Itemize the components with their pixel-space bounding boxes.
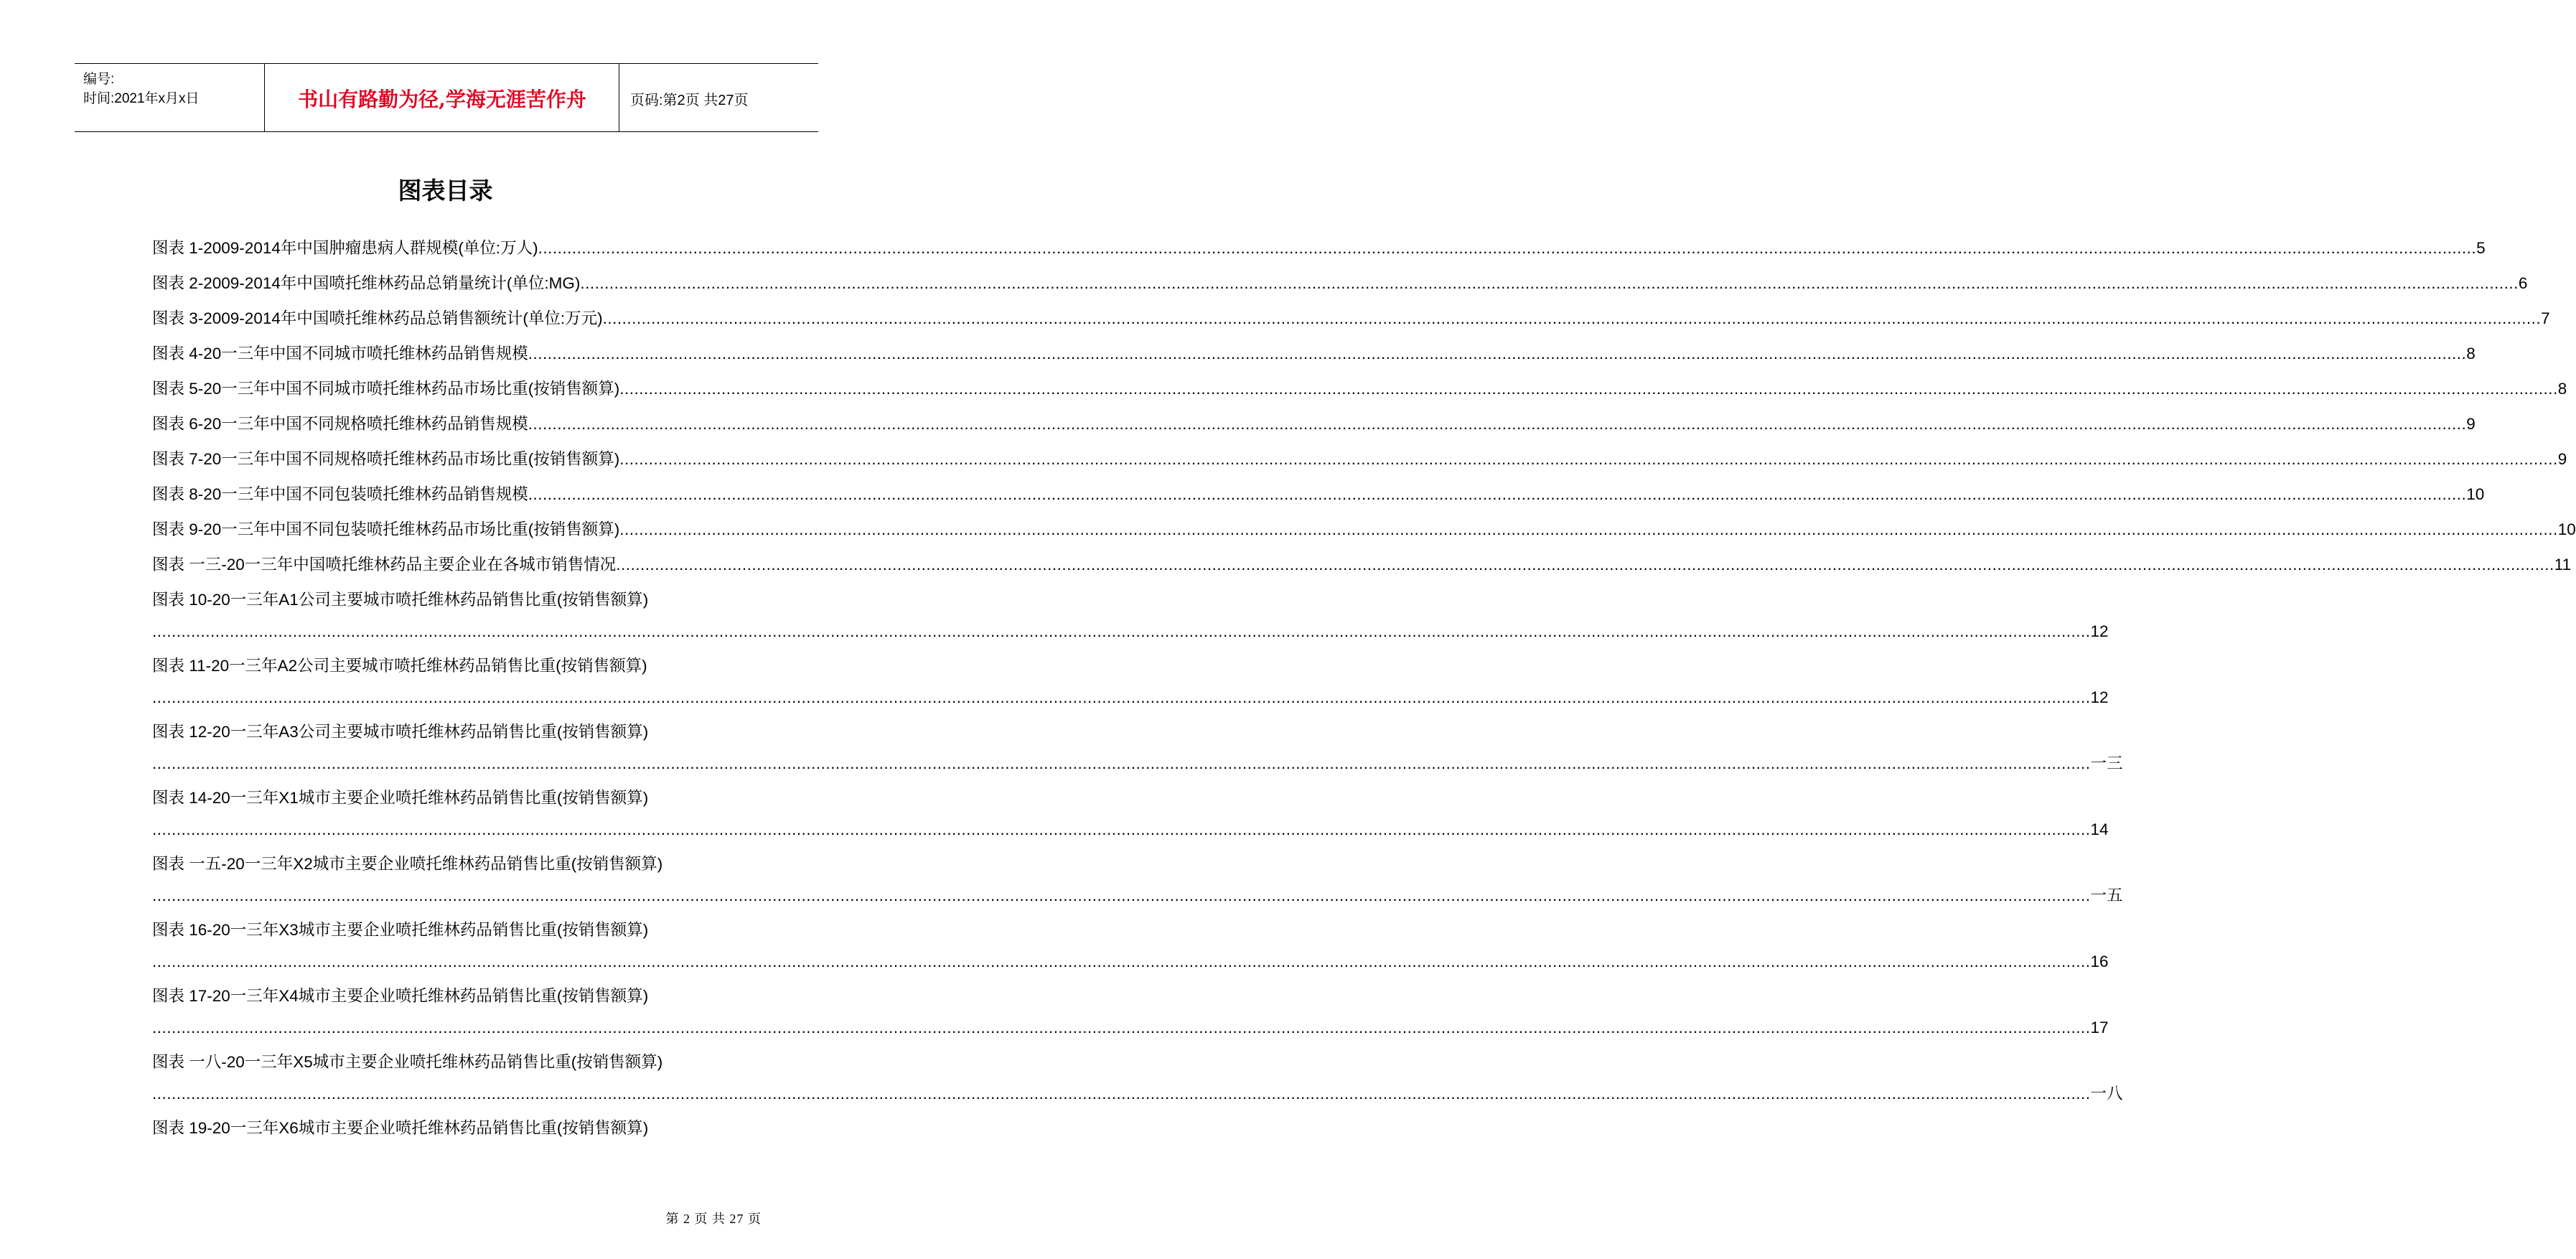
toc-entry[interactable] bbox=[152, 271, 2528, 306]
toc-entry-page: 8 bbox=[2557, 380, 2567, 398]
toc-entry-page: 12 bbox=[2090, 622, 2109, 640]
toc-entry[interactable] bbox=[152, 719, 2123, 785]
toc-entry[interactable] bbox=[152, 785, 2109, 851]
leader-dots: ................................................................................................................................................................................................................................................................................................................................................................................................................ bbox=[152, 953, 2091, 970]
toc-entry-title: 图表 7-20一三年中国不同规格喷托维林药品市场比重(按销售额算) bbox=[152, 450, 620, 468]
toc-entry-title: 图表 4-20一三年中国不同城市喷托维林药品销售规模 bbox=[152, 345, 528, 362]
toc-entry-title: 图表 1-2009-2014年中国肿瘤患病人群规模(单位:万人) bbox=[152, 239, 538, 257]
toc-entry-page: 12 bbox=[2090, 688, 2109, 706]
toc-entry-page: 7 bbox=[2541, 309, 2550, 327]
toc-entry-page: 14 bbox=[2090, 820, 2109, 838]
page-footer: 第 2 页 共 27 页 bbox=[665, 1212, 762, 1226]
toc-entry[interactable] bbox=[152, 446, 2567, 482]
leader-dots: ................................................................................................................................................................................................................................................................................................................................................................................................................ bbox=[152, 622, 2091, 640]
page-title: 图表目录 bbox=[398, 177, 493, 205]
toc-entry-title: 图表 3-2009-2014年中国喷托维林药品总销售额统计(单位:万元) bbox=[152, 309, 603, 327]
leader-dots: ................................................................................................................................................................................................................................................................................................................................................................................................................ bbox=[152, 1019, 2091, 1036]
toc-entry-title: 图表 10-20一三年A1公司主要城市喷托维林药品销售比重(按销售额算) bbox=[152, 591, 649, 609]
toc-entry[interactable] bbox=[152, 376, 2567, 411]
toc-entry-title: 图表 一八-20一三年X5城市主要企业喷托维林药品销售比重(按销售额算) bbox=[152, 1053, 663, 1071]
leader-dots: ................................................................................................................................................................................................................................................................................................................................................................................................................ bbox=[538, 239, 2477, 257]
toc-entry-title: 图表 12-20一三年A3公司主要城市喷托维林药品销售比重(按销售额算) bbox=[152, 723, 649, 741]
toc-entry-title: 图表 9-20一三年中国不同包装喷托维林药品市场比重(按销售额算) bbox=[152, 520, 620, 538]
toc-entry[interactable] bbox=[152, 653, 2109, 719]
toc-entry[interactable] bbox=[152, 983, 2109, 1049]
number-label: 编号: bbox=[83, 72, 115, 87]
toc-entry[interactable] bbox=[152, 1115, 759, 1147]
leader-dots: ................................................................................................................................................................................................................................................................................................................................................................................................................ bbox=[152, 820, 2091, 838]
leader-dots: ................................................................................................................................................................................................................................................................................................................................................................................................................ bbox=[152, 688, 2091, 706]
toc-entry-page: 17 bbox=[2090, 1019, 2109, 1036]
header-motto-cell bbox=[266, 64, 619, 131]
leader-dots: ................................................................................................................................................................................................................................................................................................................................................................................................................ bbox=[152, 754, 2091, 772]
toc-entry[interactable] bbox=[152, 341, 2476, 376]
toc-entry-page: 8 bbox=[2466, 345, 2476, 362]
page-header bbox=[75, 63, 818, 132]
leader-dots: ................................................................................................................................................................................................................................................................................................................................................................................................................ bbox=[619, 380, 2558, 398]
leader-dots: ................................................................................................................................................................................................................................................................................................................................................................................................................ bbox=[580, 274, 2519, 292]
toc-entry[interactable] bbox=[152, 917, 2109, 983]
leader-dots: ................................................................................................................................................................................................................................................................................................................................................................................................................ bbox=[528, 345, 2467, 362]
toc-entry[interactable] bbox=[152, 552, 2572, 587]
toc-entry-title: 图表 19-20一三年X6城市主要企业喷托维林药品销售比重(按销售额算) bbox=[152, 1119, 649, 1137]
motto: 书山有路勤为径,学海无涯苦作舟 bbox=[298, 88, 586, 111]
toc-entry-page: 9 bbox=[2466, 415, 2476, 433]
table-of-figures bbox=[152, 235, 2576, 1147]
toc-entry-page: 10 bbox=[2466, 485, 2485, 503]
toc-entry-title: 图表 16-20一三年X3城市主要企业喷托维林药品销售比重(按销售额算) bbox=[152, 921, 649, 939]
toc-entry[interactable] bbox=[152, 851, 2123, 917]
leader-dots: ................................................................................................................................................................................................................................................................................................................................................................................................................ bbox=[602, 309, 2542, 327]
toc-entry-title: 图表 2-2009-2014年中国喷托维林药品总销量统计(单位:MG) bbox=[152, 274, 581, 292]
toc-entry[interactable] bbox=[152, 306, 2550, 341]
leader-dots: ................................................................................................................................................................................................................................................................................................................................................................................................................ bbox=[528, 485, 2467, 503]
leader-dots: ................................................................................................................................................................................................................................................................................................................................................................................................................ bbox=[152, 886, 2091, 904]
toc-entry-page: 一五 bbox=[2090, 886, 2123, 904]
toc-entry[interactable] bbox=[152, 235, 2486, 271]
leader-dots: ................................................................................................................................................................................................................................................................................................................................................................................................................ bbox=[619, 450, 2558, 468]
toc-entry[interactable] bbox=[152, 1049, 2123, 1115]
toc-entry-title: 图表 6-20一三年中国不同规格喷托维林药品销售规模 bbox=[152, 415, 528, 433]
toc-entry-title: 图表 一五-20一三年X2城市主要企业喷托维林药品销售比重(按销售额算) bbox=[152, 855, 663, 873]
leader-dots: ................................................................................................................................................................................................................................................................................................................................................................................................................ bbox=[616, 556, 2554, 574]
toc-entry-page: 一三 bbox=[2090, 754, 2123, 772]
toc-entry-title: 图表 14-20一三年X1城市主要企业喷托维林药品销售比重(按销售额算) bbox=[152, 789, 649, 807]
toc-entry-title: 图表 5-20一三年中国不同城市喷托维林药品市场比重(按销售额算) bbox=[152, 380, 620, 398]
toc-entry-title: 图表 17-20一三年X4城市主要企业喷托维林药品销售比重(按销售额算) bbox=[152, 987, 649, 1005]
toc-entry-page: 10 bbox=[2557, 520, 2576, 538]
time-label: 时间:2021年x月x日 bbox=[83, 91, 200, 106]
toc-entry[interactable] bbox=[152, 587, 2109, 653]
toc-entry-page: 9 bbox=[2557, 450, 2567, 468]
header-info-cell bbox=[75, 64, 265, 131]
toc-entry-title: 图表 8-20一三年中国不同包装喷托维林药品销售规模 bbox=[152, 485, 528, 503]
toc-entry[interactable] bbox=[152, 411, 2476, 446]
leader-dots: ................................................................................................................................................................................................................................................................................................................................................................................................................ bbox=[152, 1085, 2091, 1103]
leader-dots: ................................................................................................................................................................................................................................................................................................................................................................................................................ bbox=[619, 520, 2558, 538]
toc-entry-page: 16 bbox=[2090, 953, 2109, 970]
toc-entry-page: 6 bbox=[2518, 274, 2528, 292]
leader-dots: ................................................................................................................................................................................................................................................................................................................................................................................................................ bbox=[528, 415, 2467, 433]
header-page-cell bbox=[620, 64, 818, 131]
toc-entry-page: 5 bbox=[2476, 239, 2486, 257]
toc-entry-title: 图表 一三-20一三年中国喷托维林药品主要企业在各城市销售情况 bbox=[152, 556, 617, 574]
toc-entry-title: 图表 11-20一三年A2公司主要城市喷托维林药品销售比重(按销售额算) bbox=[152, 657, 647, 675]
toc-entry-page: 一八 bbox=[2090, 1085, 2123, 1103]
toc-entry[interactable] bbox=[152, 482, 2485, 517]
toc-entry-page: 11 bbox=[2554, 556, 2572, 574]
toc-entry[interactable] bbox=[152, 517, 2576, 552]
page-code: 页码:第2页 共27页 bbox=[630, 93, 749, 108]
